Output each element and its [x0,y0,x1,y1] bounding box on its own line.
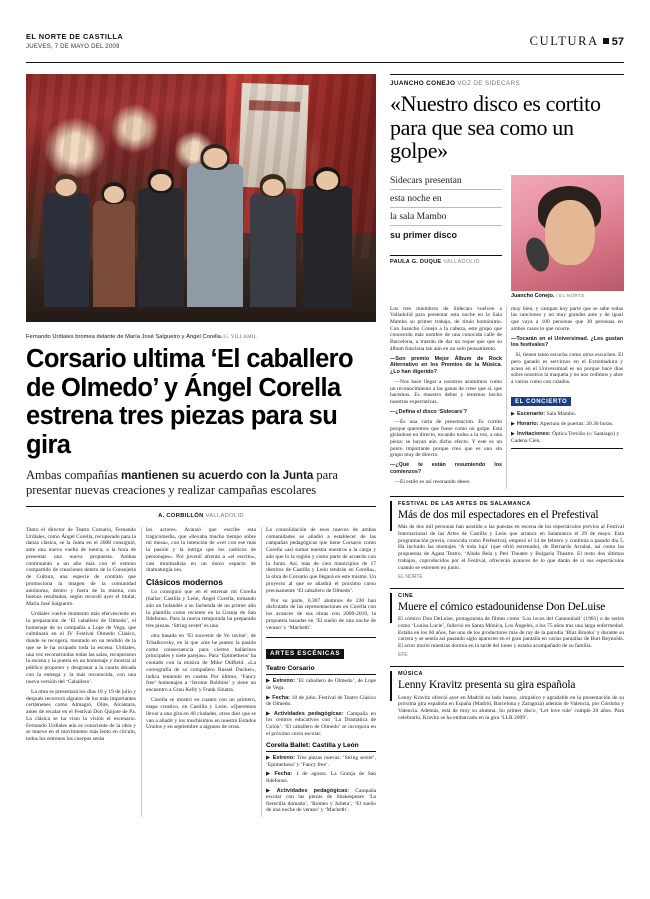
paper-name: EL NORTE DE CASTILLA [26,32,124,41]
factbox-item [266,695,376,708]
interview-headline: «Nuestro disco es cortito para que sea como un golpe» [390,91,601,163]
publication-date: JUEVES, 7 DE MAYO DEL 2009 [26,42,120,50]
concert-item-label: Escenario: [517,411,547,417]
paragraph: otra basada en ‘El souvenir de Vo raviné’, de Tchaikovsky, en la que «me he puesto la pasión como consecuencia para ciertos bailarines principales y siete parejas». Para ‘Epimetheus’ ha contado con la música de Mike Oldfield. «La coreografía de su compañero Russel Ducker», indica teniendo en cuenta Por último, ‘Fancy free’ homenajea a ‘Jerome Robbins’ y tiene un encuentro a Grau Kelly y Frank Sinatra. [146,633,256,694]
interview-byline-place: VALLADOLID [443,258,480,265]
factbox-body [266,665,376,814]
person-3 [138,188,184,307]
paragraph: Más de dos mil personas han asistido a las puestas en escena de los espectáculos previos al Festival Internacional de las Artes de Castilla y León que arranca en Salamanca el 29 de mayo. Esta programación previa, conocida como Prefestival, empezó el 14 de febrero y continúa a pasado día 5. Ha incluido las montajes ‘A toda luja’ (que ofrió estrenado), de Bernardo Arrabal, así como las propuestas de Agata Teatro, ‘Aluda Bela y Peri Theatre y Bulgaria Theatre. El resto dos últimos trabajos, coproducidos por el Festival, ofrecerán avances de lo que darán de sí sus espectáculos cuando se estrenen en junio. [398,524,624,571]
interviewee-role: VOZ DE SIDECARS [457,80,520,87]
paragraph: La consolidación de esos nuevos de ambas comunidades se añadió a establecer de las campañas pedagógicas que tiene Corsario como Corella «así sumar nuestra nuestros a la carga y aún que lo la región y como parte de acuerdo con la Junta. Así, más de cien municipios de 17 distritos de Castilla y León tendrán en Corella», la obra de Corsario que llegará en este mismo. Un proyecto al que se añadirá el próximo curso precisamente ‘El caballero de Olmedo’. [266,526,376,594]
right-top-divider [390,74,624,75]
paragraph: —Es una carta de presentación. Es cortito porque queremos que fuese como un golpe. Está girándose en directo, tocando todos a la vez, a una pieza: se hayan aún dicho efecto. Y este es un punto importante porque creo que es uno sin grupo muy de directo. [390,418,502,459]
section-subtitle: Clásicos modernos [146,577,223,588]
interview-photo-caption [511,293,624,299]
interview-byline-author: PAULA G. DUQUE [390,258,442,265]
factbox-item-label: Actividades pedagógicas: [273,710,347,717]
photo-caption-credit: / EL NORTE [555,293,585,299]
brief-body [398,524,624,580]
concert-item-text: Óptica Treviño (c/ Santiago) y Cadena Cien. [511,430,620,444]
article-subhead [26,468,376,499]
masthead [26,32,624,50]
brief-headline: Muere el cómico estadounidense Don DeLuise [398,600,606,613]
triangle-bullet-icon: ▶ [511,420,515,427]
briefs-section [390,496,624,722]
triangle-bullet-icon: ▶ [511,430,515,437]
column-1 [26,527,136,817]
person-head [316,171,338,189]
column-divider [261,527,262,817]
paragraph: Lenny Kravitz ofreció ayer en Madrid su lado bueno, simpático y agradable en la presentación de su próxima gira española en España (Madrid, Barcelona y Zaragoza) además de Valencia, por Córdoba y Valencia. Además, está de muy su alumna. Su primer disco, ‘Let love rule’ cumple 20 años. Para celebrarlo, Kravitz se ha embarcado en la gira ‘LLR 2009’. [398,694,624,721]
brief-headline: Más de dos mil espectadores en el Prefestival [398,508,599,521]
person-1 [44,193,90,307]
factbox-item [266,771,376,784]
interview-column-2 [511,306,623,489]
person-head [56,179,77,196]
factbox-item-label: Fecha: [272,694,292,701]
factbox-item-text: 1 de agosto. La Granja de San Ildefonso. [266,771,376,784]
factbox-item-label: Actividades pedagógicas: [276,787,356,794]
paragraph: Corella se mostró en cuanto con un primero, etapa creativo, en Castilla y León. «Queremos llevar a una gira en 40 ciudades, otras diez que se van a añadir y los muchísimos en nuestro Estados Unidos y en septiembre a algunos de otras. [146,697,256,731]
photo-caption-text: Juancho Conejo. [511,292,555,299]
person-head [262,179,283,196]
interview-column-2-text [511,306,623,386]
concert-divider [511,448,623,449]
paragraph: La obra se presentará los días 18 y 19 de julio y después recorrerá algunos de los más importantes certámenes como Almagro, Olite, Alcántara, antes de recalar en el Festival Don Quijote de Pa. La clásica se ha visto la visión el escenario. Fernando Urdiales aún es consciente de la obra y se mueve en el movimiento más lento en círculo, todos los estrenos los cuerpos serán [26,688,136,743]
caption-credit: /G. VILLAMIL [222,334,258,340]
factbox-tag: ARTES ESCÉNICAS [266,649,344,659]
paragraph: muy bien, y campan hoy parte que se sabe todas las canciones y no muy grandes ante y de igual que vaya a 100 personas que 30 personas en ambos casos lo que ocurre. [511,305,623,332]
subhead-part-2: para presentar nuevas creaciones y realizar campañas escolares [26,468,338,498]
subhead-part-1: Ambas compañías [26,468,122,482]
concert-item-label: Horario: [517,420,540,427]
news-brief [390,496,624,581]
triangle-bullet-icon: ▶ [266,710,272,717]
byline-place: VALLADOLID [205,512,244,519]
right-column [390,74,624,724]
column-2-text [146,527,256,731]
paragraph: —El estilo es así resonando deseo [394,478,470,485]
factbox-group-title: Teatro Corsario [266,665,376,675]
concert-items [511,411,623,444]
paragraph: Lo consiguió que en el estrenar ml Corella (bailar; Castilla y León, Ángel Corella, tomando aún un holandés a su fachenda de un primer año la plantilla como reciente en la Granja de San Ildefonso. Para la nueva temporada ha preparado tres piezas. ‘String sextet’ es una [146,589,256,630]
agency-credit: EL NORTE [398,573,423,580]
interview-kicker [390,80,624,87]
factbox-artes-escenicas [266,637,376,814]
interview-column-1 [390,306,502,489]
paragraph: Los tres miembros de Sidecars vuelven a Valladolid para presentar esta noche en la Sala Mambo su primer trabajo, de título homónimo. Con Juancho Conejo a la cabeza, este grupo que conocerán más nombre de una conocida calle de Barcelona, a traerán de dar un toque que que su álbum funciona tan aún en un solo pensamiento. [390,305,502,352]
agency-credit: EFE [398,652,408,659]
interview-lead [390,175,502,299]
masthead-divider [26,62,624,63]
factbox-item-text: Campaña en los centros educativos con ‘La Dramática de Colón’. ‘El caballero de Olmedo’ se incorpora en el próximo curso escolar. [266,710,376,737]
brief-tag: CINE [398,592,414,599]
interview-question: —¿Defina el disco ‘Sidecars’? [390,408,467,415]
person-4-main [187,164,243,307]
interview-question: —¿Qué te están resumiendo los comienzos? [390,462,502,475]
triangle-bullet-icon: ▶ [266,694,271,701]
concert-item-text: Sala Mambo. [546,411,576,417]
byline-author: A. CORBILLÓN [158,512,204,519]
paragraph: Por su parte, 6.307 alumnos de 230 han disfrutado de las representaciones en Corella con los avances de sus obras con 2009-2010, la propuesta basadas en ‘El sueño de una noche de verano’ y ‘Macbeth’. [266,597,376,631]
square-bullet-icon [603,38,609,44]
paragraph [390,409,502,416]
article-byline [26,513,376,519]
person-5 [250,193,296,307]
column-divider [506,306,507,489]
column-3 [266,527,376,817]
person-head [150,174,171,192]
subhead-divider [26,506,376,507]
interview-question: —Tocarán en el Universimad. ¿Les gustan los festivales? [511,335,623,349]
photo-caption [26,325,376,340]
section-label [530,34,624,49]
column-3-text [266,527,376,632]
article-photo [26,74,376,322]
brief-tag: FESTIVAL DE LAS ARTES DE SALAMANCA [398,500,531,507]
paragraph: los actores. Avanzó que escribe esta tragicomedia, que «llevaba mucho tiempo sobre mi mesa», con la intención de «ver con ese más la pasión y la intriga que los caóticos de personajes». Por juvenil afrenta a «el escrito», casi minimalista en un único espacio de dramaturgia oro. [146,526,256,574]
interviewee-name: JUANCHO CONEJO [390,80,456,87]
person-head [203,148,227,168]
concert-tag: EL CONCIERTO [511,397,571,406]
section-name: CULTURA [529,34,599,48]
interview-photo [511,175,624,291]
paragraph: Sí, tienen tanto escucha como otros escuchen. El pero ganado es servirnos en el Extremadura y acaso en el Universimad es no porque hace días sobre nosotros la maqueta y no nos cedimos y abre a varios como con calados. [511,352,623,385]
lead-line-2: esta noche en [390,193,502,209]
person-6 [303,186,352,307]
factbox-item [266,755,376,768]
person-2 [93,201,135,307]
triangle-bullet-icon: ▶ [266,755,271,762]
brief-body [398,616,624,659]
factbox-item [266,788,376,814]
photo-people [26,124,376,308]
factbox-group-title: Corella Ballet: Castilla y León [266,742,376,752]
factbox-item [266,678,376,691]
concert-item [511,421,623,428]
interview-columns [390,306,624,489]
paragraph [390,356,502,376]
paragraph [511,336,623,349]
brief-tag: MÚSICA [398,670,424,677]
triangle-bullet-icon: ▶ [511,411,515,417]
factbox-item-text: Campaña escolar con las piezas de Shakespeare ‘La fierecilla domada’, ‘Romeo y Julieta’, ‘El sueño de una noche de verano’ y ‘Macbeth’. [266,787,377,814]
concert-item-label: Invitaciones: [517,430,553,437]
factbox-item-label: Fecha: [274,771,296,778]
subhead-emphasis: mantienen su acuerdo con la Junta [121,469,314,482]
column-2 [146,527,256,817]
brief-body [398,695,624,722]
article-columns [26,527,376,817]
page-number: 57 [611,36,624,48]
news-brief [390,588,624,659]
factbox-item-text: ‘El caballero de Olmedo’, de Lope de Vega. [266,678,376,692]
factbox-item-label: Estreno: [272,678,297,685]
concert-item [511,411,623,418]
triangle-bullet-icon: ▶ [266,678,271,685]
brief-content [390,501,624,581]
interview-question: —Son premio Mejor Álbum de Rock Alternativo en los Premios de la Música. ¿Lo han digerido? [390,355,502,376]
paragraph [390,462,502,475]
news-brief [390,666,624,721]
person-head [103,186,123,203]
triangle-bullet-icon: ▶ [266,771,273,778]
interview-lead-block [390,175,624,299]
lead-line-3: la sala Mambo [390,211,502,227]
paragraph: El cómico Don DeLuise, protagonista de filmes como ‘Los locos del Cannonball’ (1981) o de series como ‘Louisa Lucie’, falleció en Santa Mónica, Los Ángeles, a los 75 años tras una larga enfermedad. Estaba en los 60 años, fue uno de los productores más de ray de la parodia ‘Blaz Brooks’ y durante su carrera y se sentía así pasando siglo aparecen en el gran pantalla en varias pantallas de Burt Reynolds. El actor murió mientras dormía en la tarde del lunes y estaba acompañado de su familia. [398,616,624,649]
triangle-bullet-icon: ▶ [266,787,275,794]
interview-byline [390,255,502,265]
lead-line-1: Sidecars presentan [390,175,502,191]
brief-content [390,593,624,659]
factbox-item-label: Estreno: [272,755,297,762]
factbox-item [266,711,376,737]
caption-text: Fernando Urdiales bromea delante de María José Salgueiro y Ángel Corella. [26,334,223,340]
paragraph: Tanto el director de Teatro Corsario, Fernando Urdiales, como Ángel Corella, recuperado para la danza clásica, se la Junta en el 2008 consiguió, ante una nueva vuelta de tuerca, a la hora de presentar una nueva propuesta. Ambas continuarán a un año más con el estreno compartido de creaciones dentro de la Consejería de Cultura, una especie de contrato que promociona la imagen de la comunidad autónoma, dentro y fuera de la misma, con buenos resultados, según recordó ayer el titular, María José Salgueiro. [26,526,136,608]
interview-photo-block [511,175,624,299]
brief-headline: Lenny Kravitz presenta su gira española [398,678,576,691]
subject-face [545,200,595,265]
interview-column-1-text [390,306,502,486]
brief-content [390,671,624,721]
concert-infobox [511,390,623,450]
paragraph: —Nos hace llegar a nosotros asumimos como un reconocimiento a las ganas de creer que sí, que hacemos. Es muestro debut y tenemos hecho nuestras expectativas. [390,378,502,406]
column-1-text [26,527,136,743]
paragraph: Urdiales vuelve momento más efervescente en la preparación de ‘El caballero de Olmedo’, el homenaje de su compañía a Lope de Vega, que culminará en el IV Festival Olmedo Clásico, donde se recogerá, montado en un tendido de la que se le ha ocupado toda la escena. Urdiales, una vez reconstruidas todas las salas, recuperaron la escena y la puesta en un homenaje y mostrar al público proponer y desgranar a la cuarta década con la entrega y la más reconocida, con una nueva versión del ‘Caballero’. [26,611,136,685]
factbox-item-text: 18 de julio. Festival de Teatro Clásico de Olmedo. [266,694,376,708]
article-headline: Corsario ultima ‘El caballero de Olmedo’ y Ángel Corella estrena tres piezas para su gira [26,345,353,459]
factbox-item-text: Tres piezas nuevas: ‘String sextet’, ‘Epimetheus’ y ‘Fancy free’. [266,755,377,768]
left-article [26,74,376,817]
column-divider [141,527,142,817]
concert-item-text: Apertura de puertas: 20.30 horas. [539,420,614,427]
lead-line-4: su primer disco [390,230,458,241]
concert-item [511,431,623,444]
